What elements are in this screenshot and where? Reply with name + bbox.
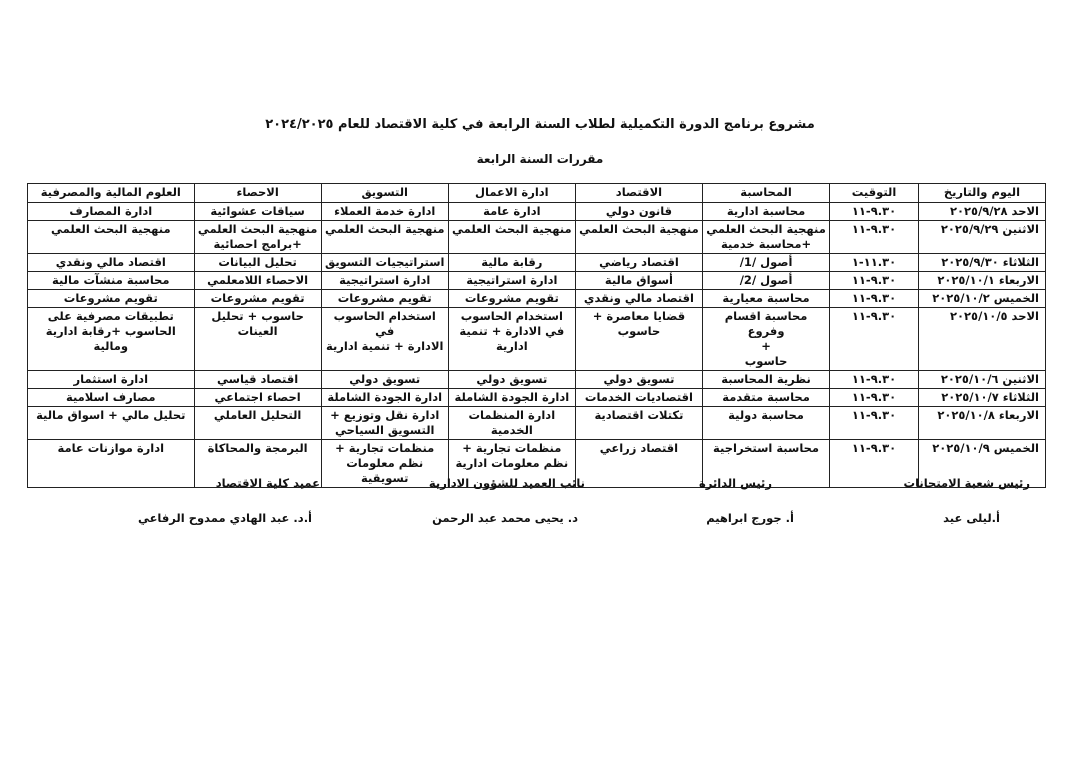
cell-statistics: البرمجة والمحاكاة (194, 440, 321, 488)
cell-marketing: منظمات تجارية + نظم معلومات تسويقية (321, 440, 448, 488)
cell-marketing: ادارة نقل وتوزيع + التسويق السياحي (321, 407, 448, 440)
row-day: الاربعاء ٢٠٢٥/١٠/١ (918, 272, 1045, 290)
row-day: الاربعاء ٢٠٢٥/١٠/٨ (918, 407, 1045, 440)
cell-accounting: أصول /1/ (703, 254, 830, 272)
table-row (28, 371, 1046, 389)
cell-marketing: ادارة خدمة العملاء (321, 203, 448, 221)
cell-marketing: ادارة الجودة الشاملة (321, 389, 448, 407)
cell-statistics: سياقات عشوائية (194, 203, 321, 221)
document-subtitle: مقررات السنة الرابعة (476, 152, 604, 166)
row-day: الخميس ٢٠٢٥/١٠/٩ (918, 440, 1045, 488)
row-day: الثلاثاء ٢٠٢٥/٩/٣٠ (918, 254, 1045, 272)
cell-accounting: محاسبة دولية (703, 407, 830, 440)
table-row (28, 221, 1046, 254)
cell-finance-banking: مصارف اسلامية (28, 389, 195, 407)
row-time: ٩.٣٠-١١ (830, 290, 919, 308)
cell-economics: منهجية البحث العلمي (575, 221, 702, 254)
schedule-table (27, 183, 1046, 488)
cell-business-admin: رقابة مالية (448, 254, 575, 272)
cell-business-admin: منهجية البحث العلمي (448, 221, 575, 254)
document-title: مشروع برنامج الدورة التكميلية لطلاب السنة الرابعة في كلية الاقتصاد للعام ٢٠٢٤/٢٠٢٥ (265, 117, 815, 132)
row-time: ١١.٣٠-١ (830, 254, 919, 272)
cell-business-admin: تقويم مشروعات (448, 290, 575, 308)
cell-statistics: منهجية البحث العلمي +برامج احصائية (194, 221, 321, 254)
cell-economics: اقتصاد زراعي (575, 440, 702, 488)
cell-statistics: تحليل البيانات (194, 254, 321, 272)
table-row (28, 407, 1046, 440)
cell-finance-banking: تطبيقات مصرفية على الحاسوب +رقابة ادارية ومالية (28, 308, 195, 371)
cell-economics: أسواق مالية (575, 272, 702, 290)
header-accounting: المحاسبة (703, 184, 830, 203)
cell-finance-banking: اقتصاد مالي ونقدي (28, 254, 195, 272)
cell-statistics: اقتصاد قياسي (194, 371, 321, 389)
row-time: ٩.٣٠-١١ (830, 203, 919, 221)
header-economics: الاقتصاد (575, 184, 702, 203)
cell-business-admin: تسويق دولي (448, 371, 575, 389)
cell-finance-banking: منهجية البحث العلمي (28, 221, 195, 254)
table-row (28, 389, 1046, 407)
cell-marketing: تسويق دولي (321, 371, 448, 389)
cell-economics: اقتصاديات الخدمات (575, 389, 702, 407)
cell-accounting: أصول /2/ (703, 272, 830, 290)
header-finance-banking: العلوم المالية والمصرفية (28, 184, 195, 203)
cell-finance-banking: تقويم مشروعات (28, 290, 195, 308)
cell-statistics: احصاء اجتماعي (194, 389, 321, 407)
row-day: الاحد ٢٠٢٥/٩/٢٨ (918, 203, 1045, 221)
row-time: ٩.٣٠-١١ (830, 407, 919, 440)
cell-marketing: ادارة استراتيجية (321, 272, 448, 290)
row-time: ٩.٣٠-١١ (830, 440, 919, 488)
row-day: الاثنين ٢٠٢٥/١٠/٦ (918, 371, 1045, 389)
cell-finance-banking: ادارة موازنات عامة (28, 440, 195, 488)
cell-accounting: محاسبة ادارية (703, 203, 830, 221)
signature-titles (40, 476, 1040, 494)
table-header-row (28, 184, 1046, 203)
row-day: الاثنين ٢٠٢٥/٩/٢٩ (918, 221, 1045, 254)
signature-title-vice-dean: نائب العميد للشؤون الادارية (428, 476, 585, 490)
cell-statistics: الاحصاء اللامعلمي (194, 272, 321, 290)
cell-economics: تكتلات اقتصادية (575, 407, 702, 440)
header-marketing: التسويق (321, 184, 448, 203)
signature-names (40, 511, 1040, 529)
cell-finance-banking: ادارة استثمار (28, 371, 195, 389)
table-row (28, 254, 1046, 272)
cell-statistics: التحليل العاملي (194, 407, 321, 440)
table-row (28, 308, 1046, 371)
cell-economics: تسويق دولي (575, 371, 702, 389)
row-time: ٩.٣٠-١١ (830, 389, 919, 407)
cell-economics: اقتصاد مالي ونقدي (575, 290, 702, 308)
header-time: التوقيت (830, 184, 919, 203)
cell-finance-banking: تحليل مالي + اسواق مالية (28, 407, 195, 440)
cell-marketing: منهجية البحث العلمي (321, 221, 448, 254)
cell-economics: قانون دولي (575, 203, 702, 221)
table-row (28, 272, 1046, 290)
cell-marketing: تقويم مشروعات (321, 290, 448, 308)
cell-accounting: محاسبة معيارية (703, 290, 830, 308)
cell-business-admin: استخدام الحاسوب في الادارة + تنمية ادارية (448, 308, 575, 371)
cell-accounting: نظرية المحاسبة (703, 371, 830, 389)
cell-accounting: محاسبة استخراجية (703, 440, 830, 488)
cell-finance-banking: ادارة المصارف (28, 203, 195, 221)
row-time: ٩.٣٠-١١ (830, 371, 919, 389)
header-business-admin: ادارة الاعمال (448, 184, 575, 203)
cell-business-admin: ادارة استراتيجية (448, 272, 575, 290)
row-day: الاحد ٢٠٢٥/١٠/٥ (918, 308, 1045, 371)
cell-finance-banking: محاسبة منشآت مالية (28, 272, 195, 290)
row-time: ٩.٣٠-١١ (830, 272, 919, 290)
header-day: اليوم والتاريخ (918, 184, 1045, 203)
cell-statistics: تقويم مشروعات (194, 290, 321, 308)
signature-name-department-head: أ. جورج ابراهيم (706, 511, 794, 525)
signature-title-exams-head: رئيس شعبة الامتحانات (903, 476, 1030, 490)
signature-title-dean: عميد كلية الاقتصاد (215, 476, 320, 490)
row-time: ٩.٣٠-١١ (830, 221, 919, 254)
cell-statistics: حاسوب + تحليل العينات (194, 308, 321, 371)
cell-marketing: استخدام الحاسوب في الادارة + تنمية ادارية (321, 308, 448, 371)
cell-economics: اقتصاد رياضي (575, 254, 702, 272)
signature-name-exams-head: أ.ليلى عيد (943, 511, 1000, 525)
row-day: الثلاثاء ٢٠٢٥/١٠/٧ (918, 389, 1045, 407)
cell-business-admin: ادارة عامة (448, 203, 575, 221)
row-time: ٩.٣٠-١١ (830, 308, 919, 371)
header-statistics: الاحصاء (194, 184, 321, 203)
cell-economics: قضايا معاصرة + حاسوب (575, 308, 702, 371)
table-row (28, 203, 1046, 221)
cell-accounting: منهجية البحث العلمي +محاسبة خدمية (703, 221, 830, 254)
cell-marketing: استراتيجيات التسويق (321, 254, 448, 272)
signature-title-department-head: رئيس الدائرة (699, 476, 772, 490)
cell-business-admin: ادارة الجودة الشاملة (448, 389, 575, 407)
signature-name-dean: أ.د. عبد الهادي ممدوح الرفاعي (137, 511, 312, 525)
cell-business-admin: ادارة المنظمات الخدمية (448, 407, 575, 440)
cell-business-admin: منظمات تجارية + نظم معلومات ادارية (448, 440, 575, 488)
cell-accounting: محاسبة اقسام وفروع + حاسوب (703, 308, 830, 371)
signature-name-vice-dean: د. يحيى محمد عبد الرحمن (432, 511, 578, 525)
table-row (28, 290, 1046, 308)
row-day: الخميس ٢٠٢٥/١٠/٢ (918, 290, 1045, 308)
cell-accounting: محاسبة متقدمة (703, 389, 830, 407)
